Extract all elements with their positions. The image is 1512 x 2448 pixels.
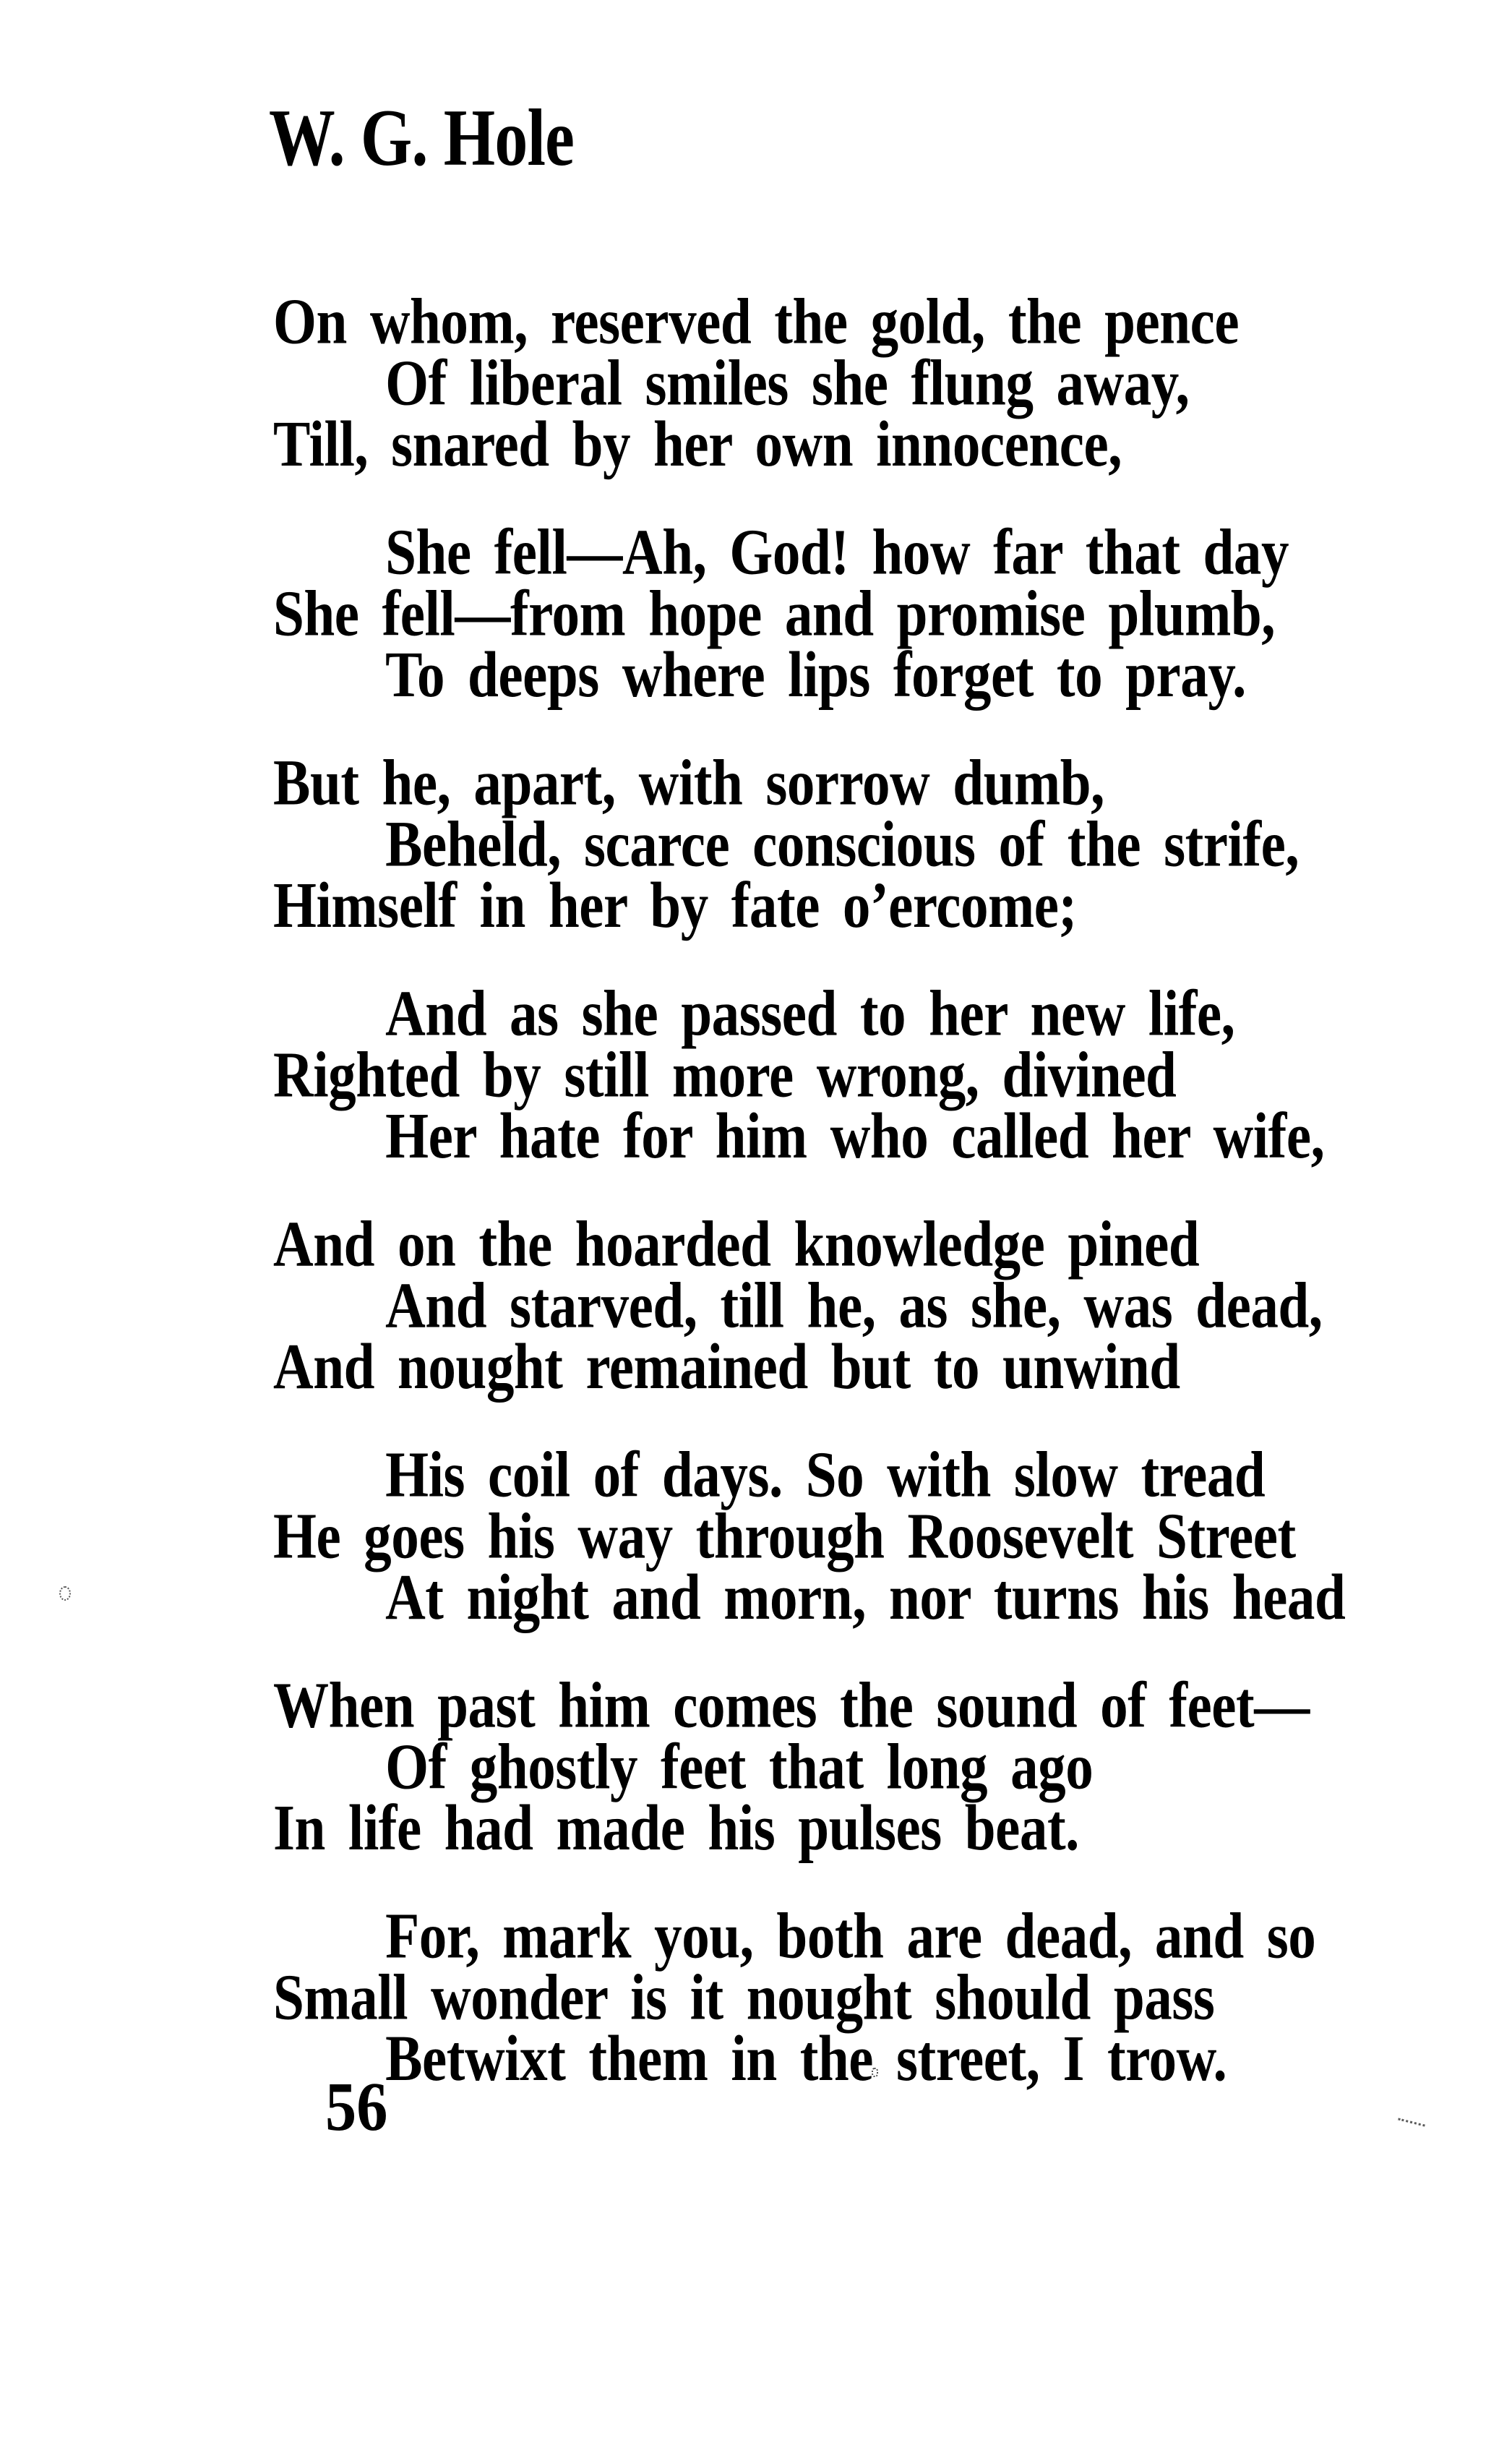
- poem-line: To deeps where lips forget to pray.: [385, 638, 1246, 711]
- poem-line: And as she passed to her new life,: [385, 977, 1235, 1050]
- poem-line: Betwixt them in the street, I trow.: [385, 2021, 1227, 2094]
- poem-line: And nought remained but to unwind: [273, 1330, 1180, 1403]
- poem-line: She fell—Ah, God! how far that day: [385, 515, 1289, 589]
- ink-speck: [59, 1586, 71, 1601]
- poem-line: And starved, till he, as she, was dead,: [385, 1269, 1323, 1342]
- poem-line: Beheld, scarce conscious of the strife,: [385, 808, 1300, 881]
- page-number: 56: [325, 2068, 388, 2145]
- stanza: [273, 1669, 1345, 1864]
- stanza: [273, 1207, 1345, 1403]
- poem-line: His coil of days. So with slow tread: [385, 1438, 1266, 1511]
- poem-line: At night and morn, nor turns his head: [385, 1560, 1346, 1633]
- stanza: [273, 1899, 1345, 2094]
- author-heading: W. G. Hole: [269, 93, 575, 183]
- stray-pen-mark: [1398, 2118, 1425, 2126]
- poem-line: For, mark you, both are dead, and so: [385, 1899, 1316, 1972]
- poem-line: Of ghostly feet that long ago: [385, 1730, 1094, 1803]
- stanza: [273, 746, 1345, 941]
- poem-line: But he, apart, with sorrow dumb,: [273, 746, 1104, 819]
- poem-line: In life had made his pulses beat.: [273, 1791, 1079, 1864]
- poem-line: He goes his way through Roosevelt Street: [273, 1499, 1296, 1572]
- poem-line: Of liberal smiles she flung away,: [385, 346, 1190, 419]
- poem-line: When past him comes the sound of feet—: [273, 1669, 1310, 1742]
- poem-line: Himself in her by fate o’ercome;: [273, 868, 1077, 941]
- poem-line: Her hate for him who called her wife,: [385, 1099, 1325, 1172]
- poem-line: On whom, reserved the gold, the pence: [273, 285, 1240, 358]
- poem-line: And on the hoarded knowledge pined: [273, 1207, 1200, 1280]
- stanza: [273, 285, 1345, 480]
- stanza: [273, 977, 1345, 1172]
- stanza: [273, 515, 1345, 711]
- poem-line: Small wonder is it nought should pass: [273, 1961, 1215, 2034]
- poem-line: She fell—from hope and promise plumb,: [273, 577, 1276, 650]
- poem: [273, 285, 1346, 2094]
- poem-line: Till, snared by her own innocence,: [273, 407, 1122, 480]
- poem-line: Righted by still more wrong, divined: [273, 1038, 1177, 1111]
- ink-speck: [872, 2068, 878, 2077]
- stanza: [273, 1438, 1346, 1633]
